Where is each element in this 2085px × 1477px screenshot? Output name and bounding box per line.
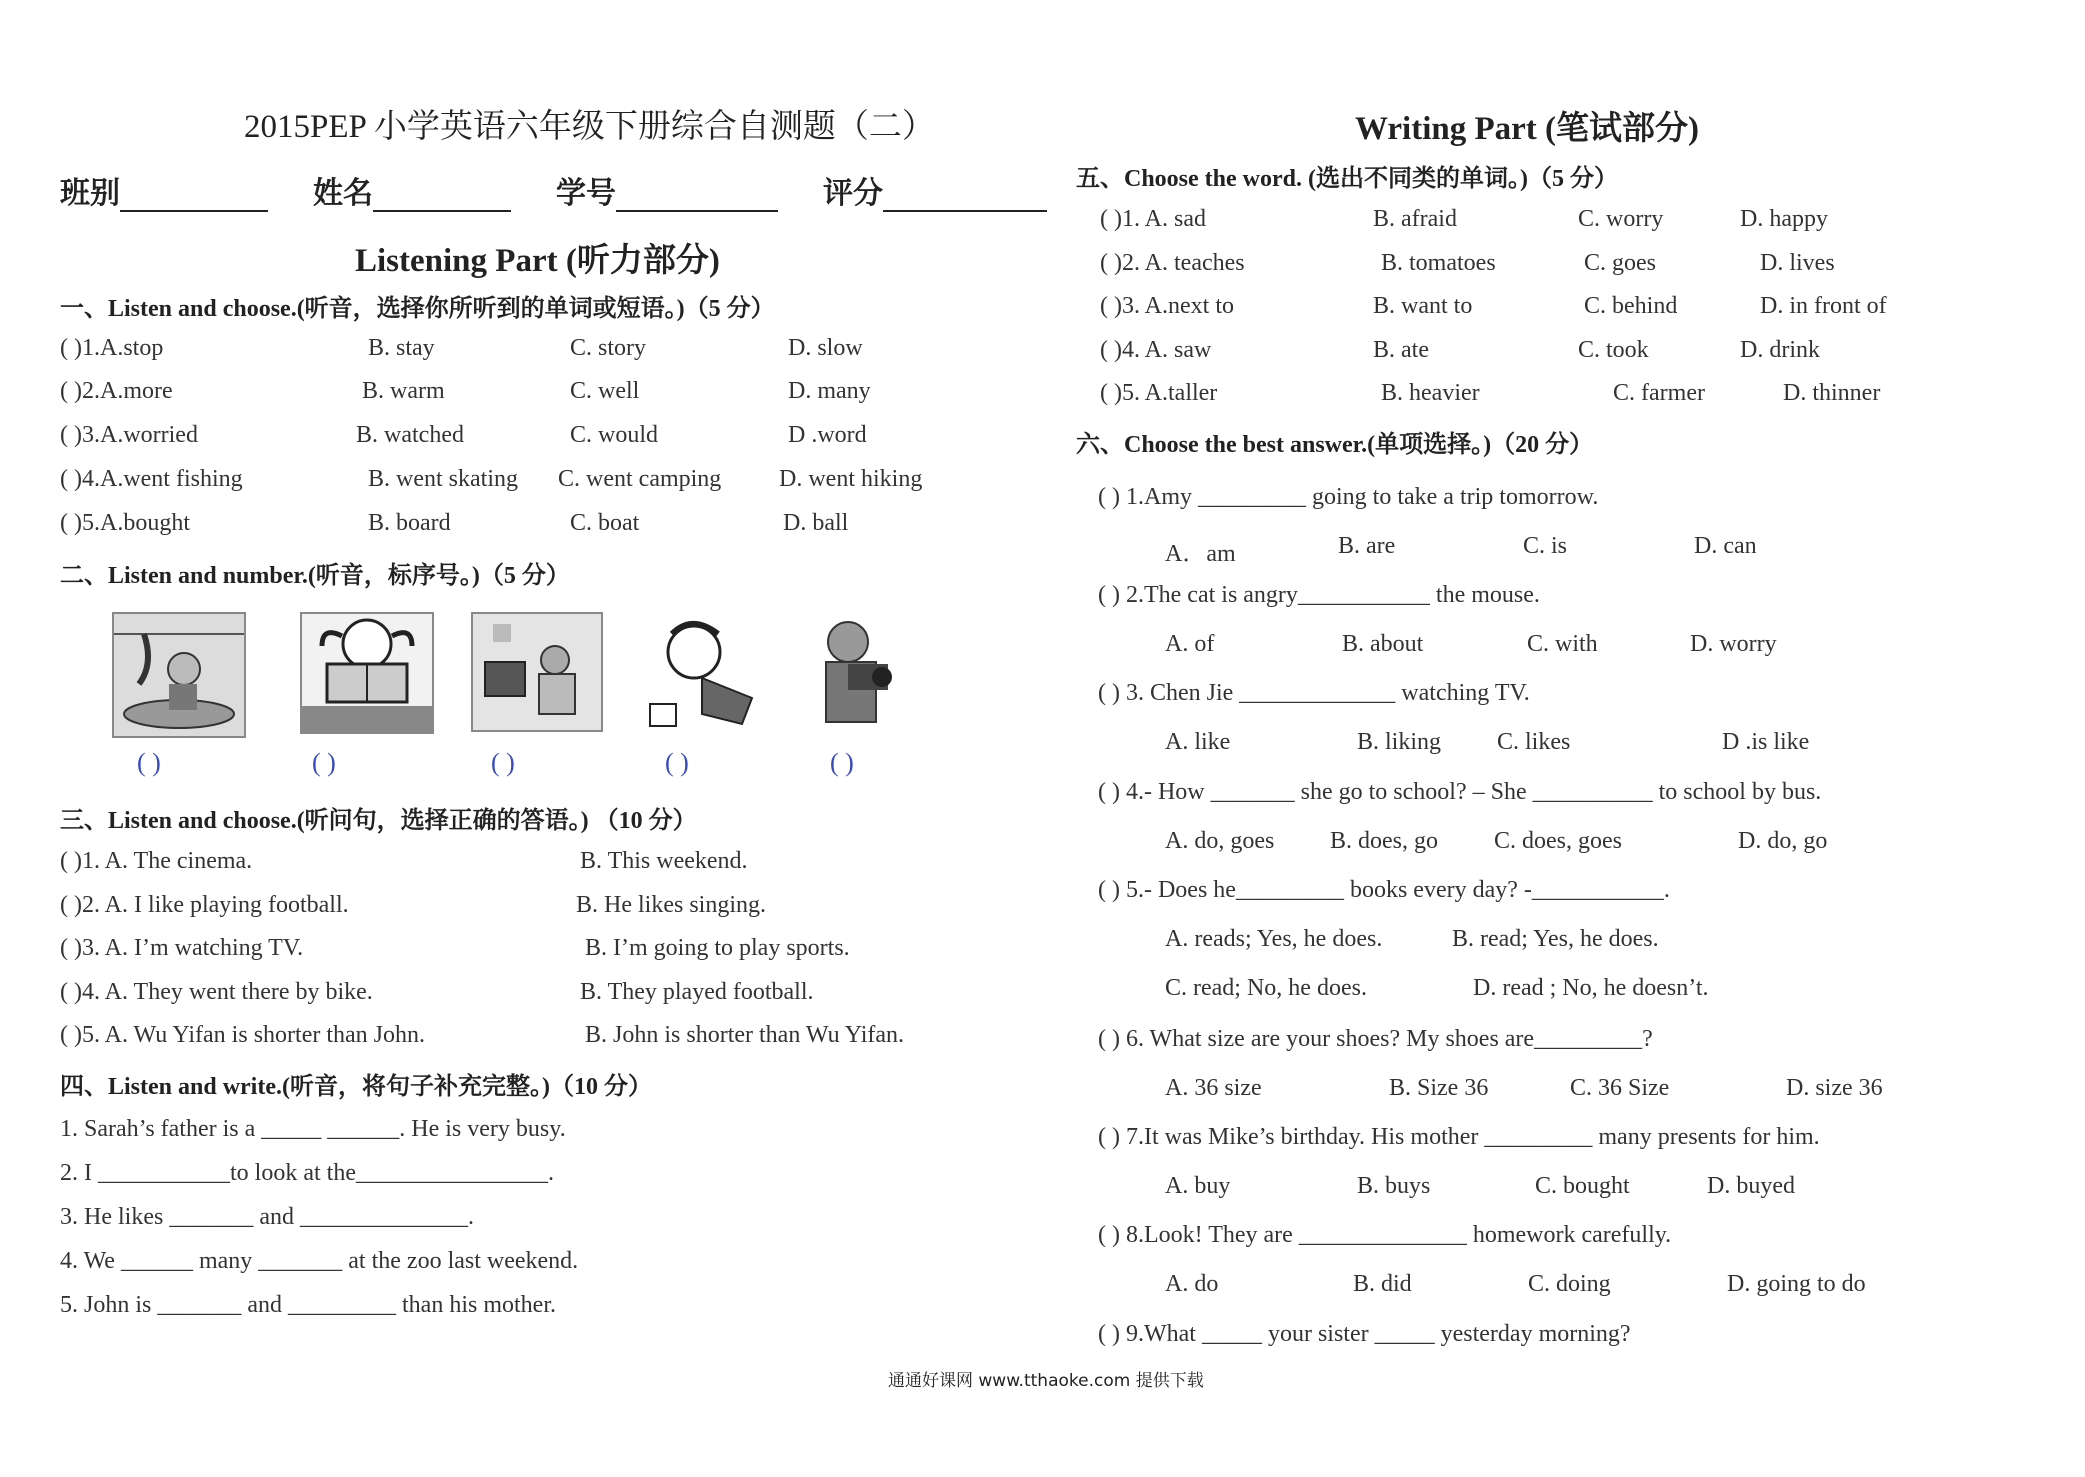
question-row[interactable]: ( )3.A.worried <box>60 422 198 448</box>
number-field[interactable] <box>616 186 778 212</box>
option-b[interactable]: B. board <box>368 510 451 536</box>
answer-option[interactable]: A. 36 size <box>1165 1075 1262 1101</box>
option-d[interactable]: D. happy <box>1740 206 1828 232</box>
option-d[interactable]: D. many <box>788 378 871 404</box>
option-d[interactable]: D. lives <box>1760 250 1835 276</box>
section-1-heading: 一、Listen and choose.(听音，选择你所听到的单词或短语。)（5 分） <box>60 296 775 322</box>
question-row[interactable]: ( )4. A. They went there by bike. <box>60 979 373 1005</box>
option-d[interactable]: D. ball <box>783 510 849 536</box>
answer-option[interactable]: C. is <box>1523 533 1568 559</box>
answer-option[interactable]: C. read; No, he does. <box>1165 975 1367 1001</box>
option-b[interactable]: B. ate <box>1373 337 1429 363</box>
option-d[interactable]: D. in front of <box>1760 293 1887 319</box>
fill-in-row[interactable]: 4. We ______ many _______ at the zoo last weekend. <box>60 1248 579 1274</box>
answer-option[interactable]: B. does, go <box>1330 828 1438 854</box>
answer-option[interactable]: A. reads; Yes, he does. <box>1165 926 1383 952</box>
writing-title: Writing Part (笔试部分) <box>1355 111 1700 147</box>
answer-option[interactable]: A. do, goes <box>1165 828 1275 854</box>
option-c[interactable]: C. behind <box>1584 293 1678 319</box>
picture-1-answer[interactable]: ( ) <box>137 748 161 777</box>
question-row[interactable]: ( )4.A.went fishing <box>60 466 243 492</box>
section-3-heading: 三、Listen and choose.(听问句，选择正确的答语。) （10 分） <box>60 808 697 834</box>
option-c[interactable]: C. took <box>1578 337 1649 363</box>
option-d[interactable]: D. drink <box>1740 337 1820 363</box>
answer-option[interactable]: B. buys <box>1357 1173 1431 1199</box>
watching-tv-picture <box>471 612 603 732</box>
answer-option[interactable]: B. about <box>1342 631 1424 657</box>
name-label: 姓名 <box>313 177 373 210</box>
option-c[interactable]: C. would <box>570 422 659 448</box>
score-field[interactable] <box>883 186 1047 212</box>
option-b[interactable]: B. John is shorter than Wu Yifan. <box>585 1022 905 1048</box>
picture-5-answer[interactable]: ( ) <box>830 748 854 777</box>
taking-photo-picture <box>806 612 900 734</box>
option-b[interactable]: B. went skating <box>368 466 518 492</box>
answer-option[interactable]: D. buyed <box>1707 1173 1795 1199</box>
question-row[interactable]: ( )1.A.stop <box>60 335 164 361</box>
option-b[interactable]: B. He likes singing. <box>576 892 766 918</box>
class-label: 班别 <box>60 177 120 210</box>
question-row[interactable]: ( )3. A.next to <box>1100 293 1234 319</box>
section-6-heading: 六、Choose the best answer.(单项选择。)（20 分） <box>1076 432 1594 458</box>
question-row[interactable]: ( )2.A.more <box>60 378 173 404</box>
answer-option[interactable]: D. can <box>1694 533 1757 559</box>
picture-3-answer[interactable]: ( ) <box>491 748 515 777</box>
number-label: 学号 <box>556 177 616 210</box>
section-2-heading: 二、Listen and number.(听音，标序号。)（5 分） <box>60 563 570 589</box>
option-c[interactable]: C. goes <box>1584 250 1656 276</box>
question-row[interactable]: ( )4. A. saw <box>1100 337 1212 363</box>
option-c[interactable]: C. story <box>570 335 647 361</box>
picture-2-answer[interactable]: ( ) <box>312 748 336 777</box>
answer-option[interactable]: A. of <box>1165 631 1215 657</box>
class-field[interactable] <box>120 186 268 212</box>
answer-option[interactable]: C. likes <box>1497 729 1571 755</box>
option-b[interactable]: B. afraid <box>1373 206 1457 232</box>
answer-option[interactable]: B. Size 36 <box>1389 1075 1489 1101</box>
reading-book-picture <box>300 612 434 734</box>
option-c[interactable]: C. went camping <box>558 466 722 492</box>
option-d[interactable]: D. slow <box>788 335 863 361</box>
answer-option[interactable]: D. size 36 <box>1786 1075 1883 1101</box>
answer-option[interactable]: B. did <box>1353 1271 1412 1297</box>
question-row[interactable]: ( ) 8.Look! They are ______________ homework carefully. <box>1098 1222 1672 1248</box>
answer-option[interactable]: D. worry <box>1690 631 1777 657</box>
question-row[interactable]: ( ) 4.- How _______ she go to school? – She __________ to school by bus. <box>1098 779 1822 805</box>
answer-option[interactable]: A. like <box>1165 729 1231 755</box>
question-row[interactable]: ( )5.A.bought <box>60 510 190 536</box>
question-row[interactable]: ( ) 2.The cat is angry___________ the mouse. <box>1098 582 1540 608</box>
question-row[interactable]: ( ) 1.Amy _________ going to take a trip tomorrow. <box>1098 484 1599 510</box>
answer-option[interactable]: D. read ; No, he doesn’t. <box>1473 975 1709 1001</box>
washing-clothes-icon <box>114 614 244 736</box>
answer-option[interactable]: C. bought <box>1535 1173 1630 1199</box>
question-row[interactable]: ( ) 7.It was Mike’s birthday. His mother _________ many presents for him. <box>1098 1124 1820 1150</box>
question-row[interactable]: ( )2. A. teaches <box>1100 250 1245 276</box>
picture-4-answer[interactable]: ( ) <box>665 748 689 777</box>
option-d[interactable]: D .word <box>788 422 867 448</box>
score-label: 评分 <box>823 177 883 210</box>
option-b[interactable]: B. I’m going to play sports. <box>585 935 850 961</box>
answer-option[interactable]: D .is like <box>1722 729 1810 755</box>
question-row[interactable]: ( ) 9.What _____ your sister _____ yesterday morning? <box>1098 1321 1631 1347</box>
option-b[interactable]: B. They played football. <box>580 979 814 1005</box>
question-row[interactable]: ( )5. A. Wu Yifan is shorter than John. <box>60 1022 425 1048</box>
having-cold-picture <box>640 612 770 734</box>
answer-option[interactable]: D. do, go <box>1738 828 1828 854</box>
watching-tv-icon <box>473 614 601 730</box>
listening-title: Listening Part (听力部分) <box>355 243 720 279</box>
question-row[interactable]: ( ) 5.- Does he_________ books every day? -___________. <box>1098 877 1670 903</box>
question-row[interactable]: ( )1. A. The cinema. <box>60 848 253 874</box>
option-c[interactable]: C. well <box>570 378 640 404</box>
option-b[interactable]: B. watched <box>356 422 464 448</box>
question-row[interactable]: ( )5. A.taller <box>1100 380 1218 406</box>
answer-option[interactable]: C. does, goes <box>1494 828 1622 854</box>
page-title: 2015PEP 小学英语六年级下册综合自测题（二） <box>244 109 935 145</box>
fill-in-row[interactable]: 5. John is _______ and _________ than his mother. <box>60 1292 556 1318</box>
name-field[interactable] <box>373 186 511 212</box>
answer-option[interactable]: B. are <box>1338 533 1396 559</box>
question-row[interactable]: ( ) 3. Chen Jie _____________ watching TV. <box>1098 680 1530 706</box>
section-4-heading: 四、Listen and write.(听音，将句子补充完整。)（10 分） <box>60 1074 652 1100</box>
washing-clothes-picture <box>112 612 246 738</box>
answer-option[interactable]: C. with <box>1527 631 1598 657</box>
option-c[interactable]: C. boat <box>570 510 640 536</box>
question-row[interactable]: ( )1. A. sad <box>1100 206 1206 232</box>
reading-girl-icon <box>302 614 432 732</box>
fill-in-row[interactable]: 3. He likes _______ and ______________. <box>60 1204 474 1230</box>
question-row[interactable]: ( )2. A. I like playing football. <box>60 892 349 918</box>
answer-option[interactable]: A．am <box>1165 541 1236 567</box>
option-d[interactable]: D. went hiking <box>779 466 923 492</box>
option-c[interactable]: C. worry <box>1578 206 1664 232</box>
answer-option[interactable]: C. 36 Size <box>1570 1075 1670 1101</box>
option-b[interactable]: B. warm <box>362 378 445 404</box>
footer-credit: 通通好课网 www.tthaoke.com 提供下载 <box>888 1371 1204 1391</box>
option-d[interactable]: D. thinner <box>1783 380 1881 406</box>
option-b[interactable]: B. heavier <box>1381 380 1480 406</box>
fill-in-row[interactable]: 2. I ___________to look at the________________. <box>60 1160 554 1186</box>
option-b[interactable]: B. want to <box>1373 293 1473 319</box>
answer-option[interactable]: B. read; Yes, he does. <box>1452 926 1659 952</box>
answer-option[interactable]: B. liking <box>1357 729 1442 755</box>
option-c[interactable]: C. farmer <box>1613 380 1705 406</box>
question-row[interactable]: ( )3. A. I’m watching TV. <box>60 935 304 961</box>
fill-in-row[interactable]: 1. Sarah’s father is a _____ ______. He is very busy. <box>60 1116 566 1142</box>
option-b[interactable]: B. tomatoes <box>1381 250 1496 276</box>
sick-person-icon <box>642 614 768 732</box>
camera-person-icon <box>808 614 898 732</box>
answer-option[interactable]: A. buy <box>1165 1173 1231 1199</box>
answer-option[interactable]: D. going to do <box>1727 1271 1866 1297</box>
answer-option[interactable]: A. do <box>1165 1271 1219 1297</box>
question-row[interactable]: ( ) 6. What size are your shoes? My shoes are_________? <box>1098 1026 1653 1052</box>
option-b[interactable]: B. This weekend. <box>580 848 748 874</box>
answer-option[interactable]: C. doing <box>1528 1271 1611 1297</box>
student-info-row <box>60 168 1047 212</box>
section-5-heading: 五、Choose the word. (选出不同类的单词。)（5 分） <box>1076 166 1618 192</box>
option-b[interactable]: B. stay <box>368 335 435 361</box>
